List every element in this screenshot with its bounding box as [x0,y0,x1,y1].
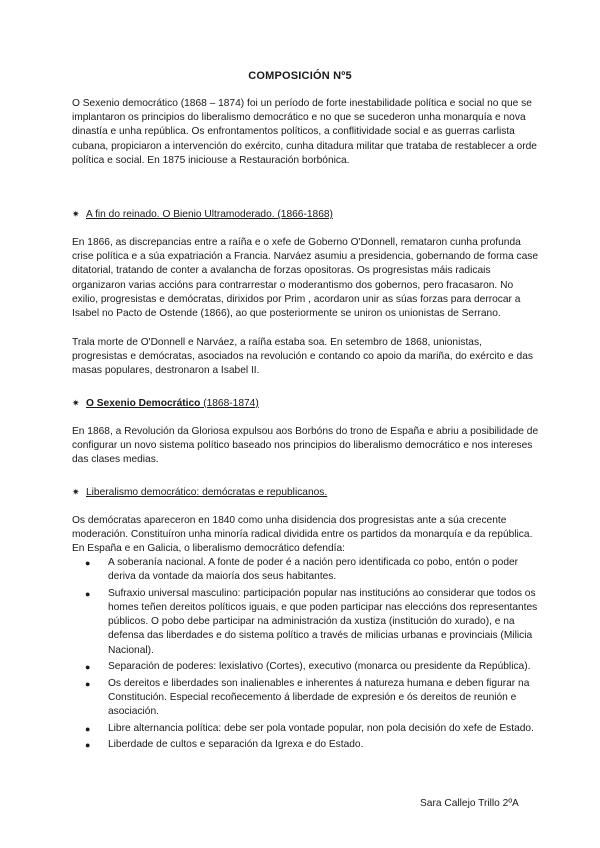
bullet-dot-icon: ● [85,662,91,673]
section3-paragraph: Os demócratas apareceron en 1840 como unha disidencia dos progresistas ante a súa crecente moderación. Constituíron unha minoría radical dividida entre os partidos da monarquía e da república. En España e en Galicia, o liberalismo democrático defendía: [72,515,533,555]
author-footer: Sara Callejo Trillo 2ºA [420,798,519,809]
star-bullet-icon: ✷ [72,209,80,219]
list-item: ● Os dereitos e liberdades son inalienables e inherentes á natureza humana e deben figurar na Constitución. Especial recoñecemento á liberdade de expresión e ós dereitos de reunión e asociación. [85,677,530,718]
list-item: ● Libre alternancia política: debe ser pola vontade popular, non pola decisión do xefe de Estado. [72,722,540,736]
section2-heading [72,396,259,411]
section2-heading-dates: (1868-1874) [200,398,259,409]
bullet-dot-icon: ● [85,588,91,599]
section2-heading-bold: O Sexenio Democrático [86,398,201,409]
section3-heading [72,485,327,500]
list-item: ● Separación de poderes: lexislativo (Cortes), executivo (monarca ou presidente da República). [72,660,540,674]
section2-paragraph: En 1868, a Revolución da Gloriosa expulsou aos Borbóns do trono de España e abriu a posibilidade de configurar un novo sistema político baseado nos principios do liberalismo democrático e nos intereses das clases medias. [72,426,539,466]
intro-paragraph: O Sexenio democrático (1868 – 1874) foi un período de forte inestabilidade política e social no que se implantaron os principios do liberalismo democrático e no que se sucederon unha monarquía e nova dinastía e unha república. Os enfrontamentos políticos, a conflitividade social e as guerras carlista cubana, propiciaron a intervención do exército, cunha ditadura militar que trataba de restablecer a orde política e social. En 1875 iniciouse a Restauración borbónica. [72,98,537,166]
document-title: COMPOSICIÓN Nº5 [248,70,352,82]
section1-heading [72,207,333,222]
bullet-dot-icon: ● [85,558,91,568]
list-item: ● Sufraxio universal masculino: participación popular nas institucións ao considerar que todos os homes teñen dereitos políticos iguais, e que poden participar nas eleccións dos representantes públicos. O pobo debe participar na administración da xustiza (institución do xurado), e na defensa das liberdades e do sistema político a través de milicias urbanas e provinciais (Milicia Nacional). [85,587,538,656]
star-bullet-icon: ✷ [72,398,80,408]
principles-list [72,556,540,755]
section3-heading-text: Liberalismo democrático: demócratas e republicanos. [86,487,328,498]
star-bullet-icon: ✷ [72,487,80,497]
list-item: ● Liberdade de cultos e separación da Igrexa e do Estado. [72,738,540,752]
bullet-dot-icon: ● [85,740,91,751]
section1-paragraph: En 1866, as discrepancias entre a raíña e o xefe de Goberno O'Donnell, remataron cunha profunda crise política e a súa expatriación a Francia. Narváez asumiu a presidencia, gobernando de forma case ditatorial, tratando de conter a avalancha de forzas opositoras. Os progresistas máis radicais organizaron varias accións para contrarrestar o moderantismo dos gobernos, pero fracasaron. No exilio, progresistas e demócratas, dirixidos por Prim , acordaron unir as súas forzas para derrocar a Isabel no Pacto de Ostende (1866), ao que posteriormente se uniron os unionistas de Serrano. [72,237,539,320]
bullet-dot-icon: ● [85,723,91,734]
section1-heading-text: A fin do reinado. O Bienio Ultramoderado. (1866-1868) [86,209,333,220]
bullet-dot-icon: ● [85,678,91,689]
list-item: ● A soberanía nacional. A fonte de poder é a nación pero identificada co pobo, entón o poder deriva da vontade da maioría dos seus habitantes. [85,557,519,583]
section1-paragraph-2: Trala morte de O'Donnell e Narváez, a raíña estaba soa. En setembro de 1868, unionistas, progresistas e demócratas, asociados na revolución e contando co apoio da mariña, do exército e das masas populares, destronaron a Isabel II. [72,337,533,377]
